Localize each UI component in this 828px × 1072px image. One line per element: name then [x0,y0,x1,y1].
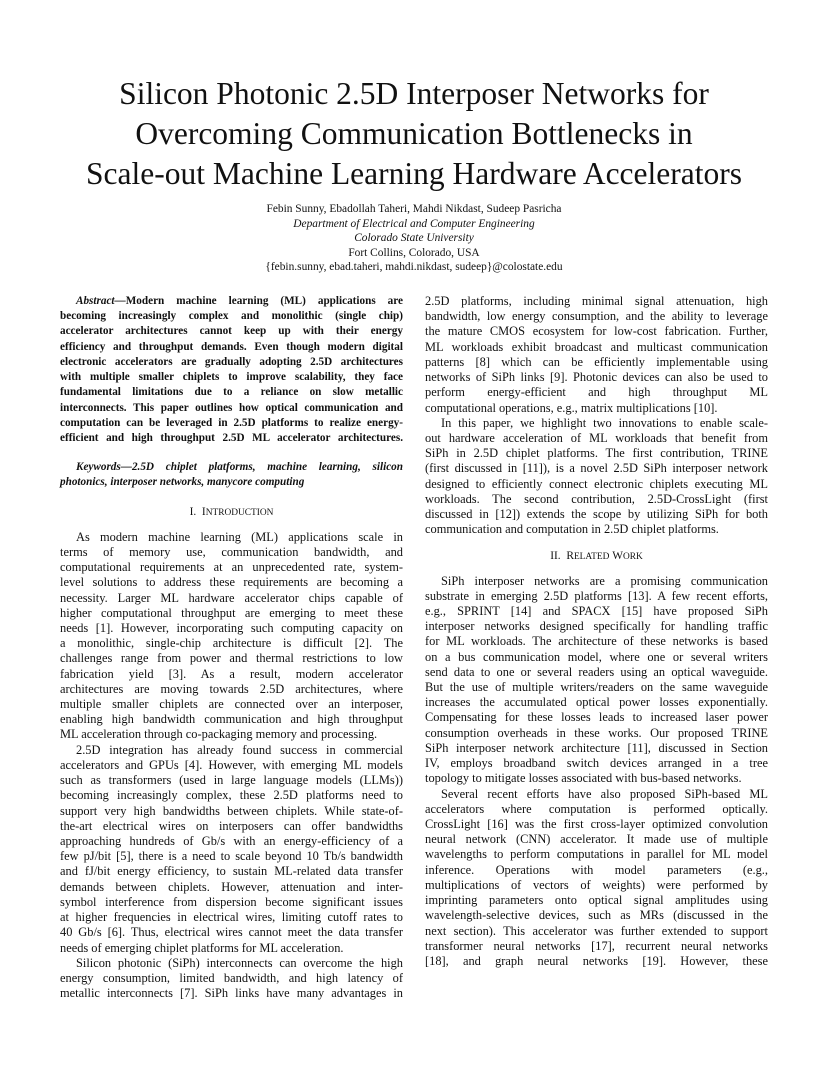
body-line: inference. Operations with model parameters (e.g., [425,862,768,877]
body-line: send data to one or several readers using an optical waveguide. [425,664,768,679]
section-heading-related-work: II. RELATED WORK [550,549,643,562]
left-column [60,294,403,1001]
body-line: the-art electrical wires on interposers can offer bandwidths [60,818,403,833]
body-line: such as transformers (used in large language models (LLMs)) [60,773,403,788]
title-line: Overcoming Communication Bottlenecks in [135,116,693,151]
right-column [425,294,768,969]
body-line: 2.5D platforms, including minimal signal attenuation, high [425,294,768,308]
body-line: consumption overheads in these works. Our proposed TRINE [425,725,768,740]
body-line: computational requirements at an unprecedented rate, system- [60,560,403,575]
body-line: ML acceleration through co-packaging memory and processing. [60,727,378,742]
body-line: designed to efficiently connect electronic chiplets executing ML [425,476,768,491]
author-university: Colorado State University [354,232,474,245]
paper-title [40,74,788,194]
body-line: But the use of multiple writers/readers on the same waveguide [425,680,768,695]
body-line: level solutions to address these requirements are becoming a [60,575,403,590]
body-line: topology to mitigate losses associated with bus-based networks. [425,771,742,786]
body-line: architectures are moving towards 2.5D architectures, where [60,681,403,696]
body-line: Silicon photonic (SiPh) interconnects can overcome the high [76,955,403,970]
body-line: support very high bandwidths between chiplets. While state-of- [60,803,403,818]
abstract-label: Abstract— [76,295,126,307]
body-line: Compensating for these losses leads to increased laser power [425,710,768,725]
body-line: for ML workloads. The architecture of these networks is based [425,634,768,649]
keywords-label: Keywords— [76,461,132,474]
body-line: SiPh in 2.5D chiplet platforms. The first contribution, TRINE [425,446,768,461]
body-line: e.g., SPRINT [14] and SPACX [15] have proposed SiPh [425,603,768,618]
body-line: few pJ/bit [5], there is a need to scale beyond 10 Tb/s bandwidth [60,849,403,864]
body-line: metallic interconnects [7]. SiPh links have many advantages in [60,986,403,1001]
abstract-line: interconnects. This paper outlines how optical communication and [60,401,403,414]
body-line: 2.5D integration has already found success in commercial [76,742,403,757]
body-line: ML workloads exhibit broadcast and multicast communication [425,339,768,354]
abstract [60,294,403,446]
body-line: next section). This accelerator was further extended to support [425,923,768,938]
body-line: [18], and graph neural networks [19]. However, these [425,953,768,968]
body-line: wavelength-selective devices, such as MRs (discussed in the [425,908,768,923]
body-line: terms of memory use, communication bandwidth, and [60,544,403,559]
body-line: computational operations, e.g., matrix multiplications [10]. [425,400,718,415]
body-line: becoming increasingly complex, these 2.5D platforms need to [60,788,403,803]
author-block [60,202,768,275]
body-line: discussed in [12]) extends the scope by utilizing SiPh for both [425,507,768,522]
body-line: networks of SiPh links [9]. Photonic devices can also be used to [425,370,768,385]
author-location: Fort Collins, Colorado, USA [348,246,480,259]
body-line: needs of emerging chiplet platforms for ML acceleration. [60,940,344,955]
body-line: on a bus communication model, where one or several writers [425,649,768,664]
body-line: (first discussed in [11]), is a novel 2.5D SiPh interposer network [425,461,768,476]
author-department: Department of Electrical and Computer Engineering [293,217,535,230]
abstract-line: becoming increasingly complex and monolithic (single chip) [60,310,403,323]
abstract-line: efficient and high throughput 2.5D ML accelerator architectures. [60,431,403,444]
abstract-line: fundamental limitations due to a reliance on slow metallic [60,386,403,399]
body-line: accelerators where computation is performed optically. [425,801,768,816]
body-line: enabling high bandwidth communication and high throughput [60,712,403,727]
body-line: approaching hundreds of Gb/s with an energy-efficiency of a [60,834,403,848]
body-line: accelerators and GPUs [4]. However, with emerging ML models [60,757,403,772]
body-line: out hardware acceleration of ML workloads that benefit from [425,430,768,445]
body-line: higher computational throughput are emerging to meet these [60,605,403,620]
body-line: patterns [8] which can be efficiently implementable using [425,354,768,369]
body-line: fabrication yield [3]. As a result, modern accelerator [60,666,403,681]
body-line: demands between chiplets. However, attenuation and inter- [60,879,403,894]
body-line: bandwidth, low energy consumption, and the ability to leverage [425,309,768,324]
body-line: substrate in emerging 2.5D platforms [13]. A few recent efforts, [425,588,768,603]
abstract-line: accelerator architectures cannot keep up with their energy [60,325,403,338]
abstract-line: efficiency and throughput demands. Even though modern digital [60,340,403,353]
body-line: workloads. The second contribution, 2.5D-CrossLight (first [425,491,768,506]
body-line: SiPh interposer networks are a promising communication [441,573,768,588]
author-names: Febin Sunny, Ebadollah Taheri, Mahdi Nikdast, Sudeep Pasricha [266,203,562,215]
body-line: interposer networks designed specifically for handling traffic [425,619,768,634]
related-work-body [425,574,768,970]
abstract-line: Abstract—Modern machine learning (ML) applications are [76,295,403,307]
body-line: increases the accumulated optical power losses exponentially. [425,695,768,710]
body-line: at higher frequencies in electrical wires, limiting cutoff rates to [60,910,403,925]
body-line: multiple smaller chiplets are connected over an interposer, [60,697,403,712]
body-line: and fJ/bit energy efficiency, to sustain ML-related data transfer [60,864,403,879]
body-line: neural network (CNN) accelerator. It made use of multiple [425,832,768,847]
body-line: symbol interference from dispersion become significant issues [60,894,403,909]
abstract-line: computation can be leveraged in 2.5D platforms to realize energy- [60,416,403,429]
body-line: Several recent efforts have also proposed SiPh-based ML [441,786,768,801]
body-line: multiplications of vectors of weights) were performed by [425,877,768,892]
body-line: perform energy-efficient and high throughput ML [425,385,768,400]
body-line: needs [1]. However, incorporating such computing capacity on [60,620,403,635]
body-line: a monolithic, single-chip architecture is difficult [2]. The [60,636,403,651]
introduction-body-continued [425,294,768,538]
keywords-line: photonics, interposer networks, manycore computing [60,476,305,489]
body-line: 40 Gb/s [6]. Thus, electrical wires cannot meet the data transfer [60,925,403,940]
section-heading-introduction: I. INTRODUCTION [189,505,274,518]
title-line: Silicon Photonic 2.5D Interposer Networks for [119,76,709,111]
keywords-line: Keywords—2.5D chiplet platforms, machine learning, silicon [76,461,403,474]
introduction-body [60,530,403,1002]
body-line: wavelengths to perform computations in parallel for ML model [425,847,768,862]
keywords [60,460,403,490]
body-line: SiPh interposer network architecture [11], discussed in Section [425,740,768,755]
body-line: challenges range from power and thermal restrictions to low [60,651,403,666]
body-line: transformer neural networks [17], recurrent neural networks [425,938,768,953]
body-line: energy consumption, limited bandwidth, and high latency of [60,970,403,985]
author-email: {febin.sunny, ebad.taheri, mahdi.nikdast, sudeep}@colostate.edu [265,261,563,274]
body-line: communication and computation in 2.5D chiplet platforms. [425,522,719,537]
body-line: IV, employs broadband switch devices arranged in a tree [425,756,768,771]
body-line: the mature CMOS ecosystem for low-cost fabrication. Further, [425,324,768,339]
abstract-line: with multiple smaller chiplets to improve scalability, they face [60,371,403,384]
abstract-line: electronic accelerators are gradually adopting 2.5D architectures [60,355,403,368]
body-line: imprinting parameters onto optical signal amplitudes using [425,893,768,908]
title-line: Scale-out Machine Learning Hardware Accelerators [86,156,742,191]
body-line: In this paper, we highlight two innovations to enable scale- [441,415,768,430]
body-line: CrossLight [16] was the first cross-layer optimized convolution [425,817,768,831]
body-line: As modern machine learning (ML) applications scale in [76,529,403,544]
body-line: necessity. Larger ML hardware accelerator chips capable of [60,590,403,605]
